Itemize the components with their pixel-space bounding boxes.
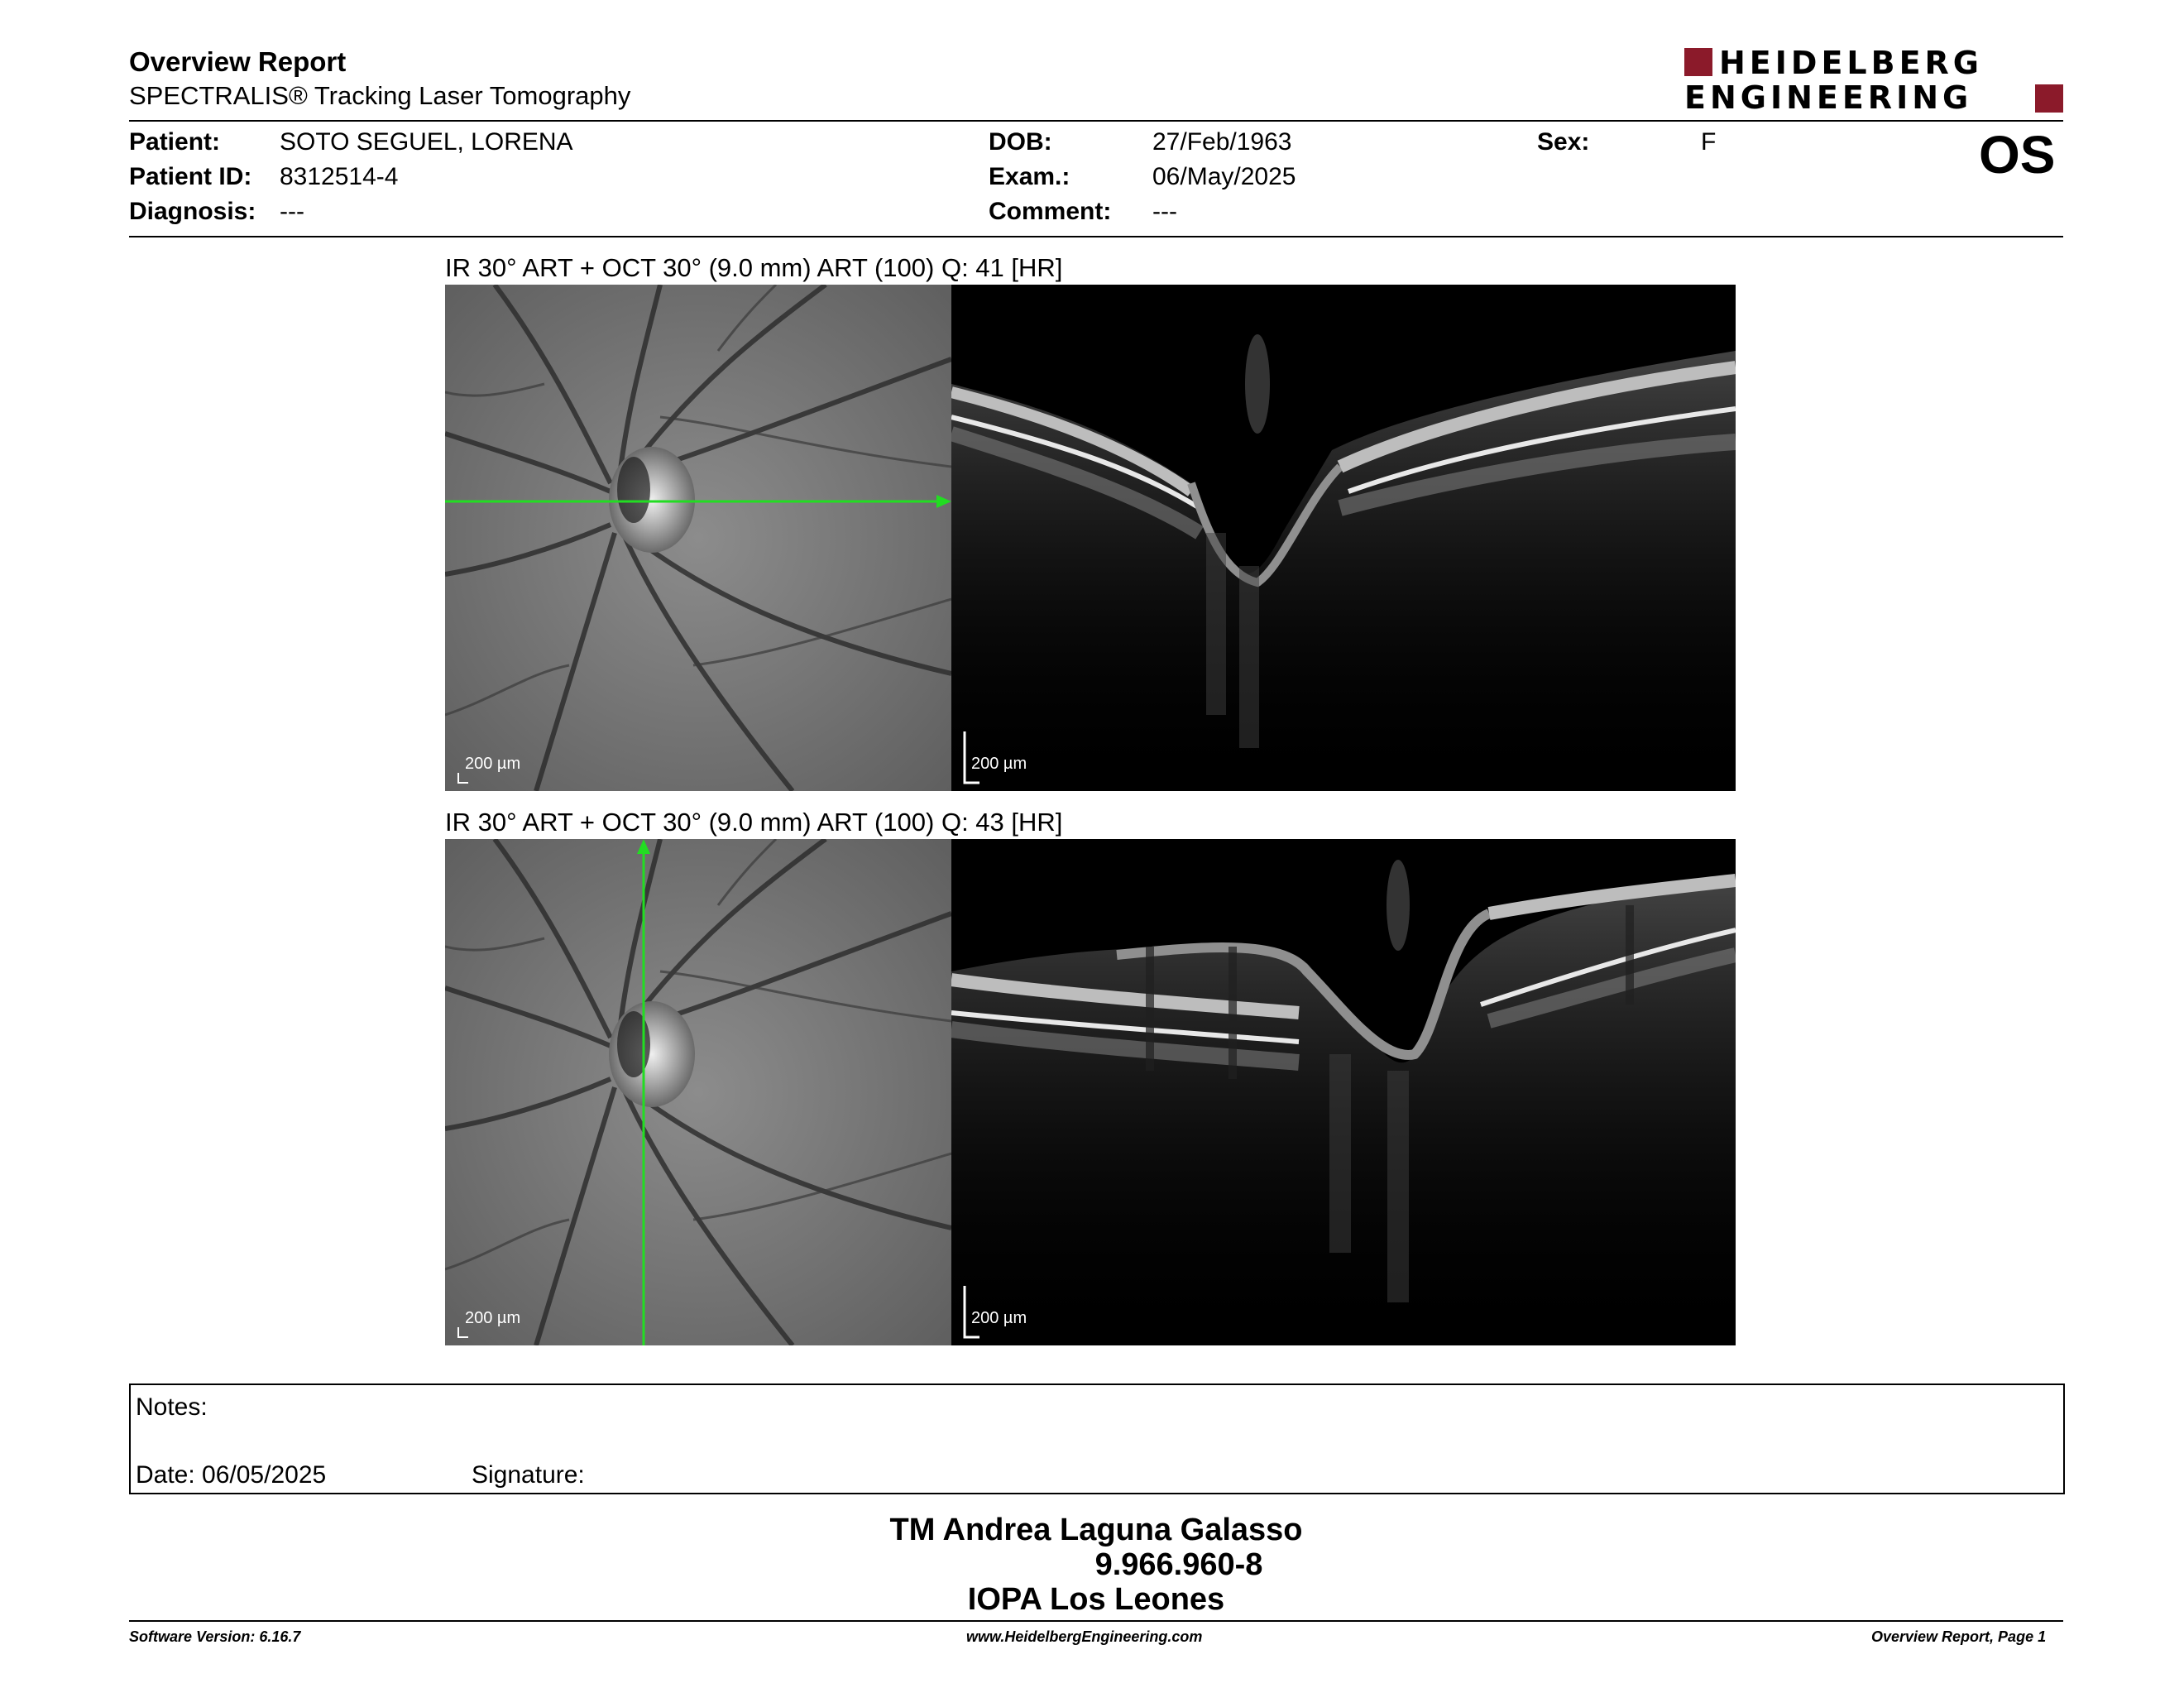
scan-caption: IR 30° ART + OCT 30° (9.0 mm) ART (100) Q: 41 [HR] [445, 253, 1063, 282]
oct-scale-label: 200 µm [971, 755, 1027, 773]
stamp-institution: IOPA Los Leones [967, 1582, 1225, 1617]
dob-label: DOB: [989, 128, 1052, 156]
patient-id: 8312514-4 [280, 163, 399, 190]
logo-line2: ENGINEERING [1684, 79, 1973, 116]
logo-square-icon [1684, 48, 1712, 76]
notes-label: Notes: [136, 1393, 208, 1421]
comment-value: --- [1152, 198, 1177, 225]
report-subtitle: SPECTRALIS® Tracking Laser Tomography [129, 81, 631, 110]
diagnosis-label: Diagnosis: [129, 198, 256, 225]
ir-scale-label: 200 µm [465, 755, 521, 773]
patient-divider [129, 236, 2063, 237]
stamp-name: TM Andrea Laguna Galasso [889, 1513, 1303, 1547]
patient-label: Patient: [129, 128, 221, 156]
patient-name: SOTO SEGUEL, LORENA [280, 128, 573, 156]
sex-value: F [1701, 128, 1717, 156]
patient-id-label: Patient ID: [129, 163, 252, 190]
diagnosis-value: --- [280, 198, 304, 225]
eye-indicator: OS [1979, 125, 2056, 185]
ir-fundus-image [445, 285, 951, 791]
website-link[interactable]: www.HeidelbergEngineering.com [966, 1628, 1203, 1645]
signature-label: Signature: [472, 1461, 585, 1489]
sex-label: Sex: [1537, 128, 1590, 156]
exam-label: Exam.: [989, 163, 1070, 190]
dob-value: 27/Feb/1963 [1152, 128, 1292, 156]
exam-value: 06/May/2025 [1152, 163, 1296, 190]
footer-divider [129, 1620, 2063, 1622]
software-version: Software Version: 6.16.7 [129, 1628, 301, 1645]
comment-label: Comment: [989, 198, 1112, 225]
heidelberg-logo [1684, 46, 2065, 116]
notes-date: Date: 06/05/2025 [136, 1461, 327, 1489]
logo-square-icon [2035, 84, 2063, 113]
report-title: Overview Report [129, 46, 347, 77]
stamp-id: 9.966.960-8 [1094, 1547, 1263, 1582]
notes-box [129, 1383, 2065, 1494]
header-divider [129, 120, 2063, 122]
page-number: Overview Report, Page 1 [1871, 1628, 2047, 1645]
ir-fundus-image [445, 839, 951, 1345]
oct-scale-label: 200 µm [971, 1309, 1027, 1327]
oct-bscan-image [951, 839, 1736, 1345]
logo-line1: HEIDELBERG [1719, 45, 1983, 81]
oct-bscan-image [951, 285, 1736, 791]
scan-caption: IR 30° ART + OCT 30° (9.0 mm) ART (100) Q: 43 [HR] [445, 808, 1063, 837]
ir-scale-label: 200 µm [465, 1309, 521, 1327]
